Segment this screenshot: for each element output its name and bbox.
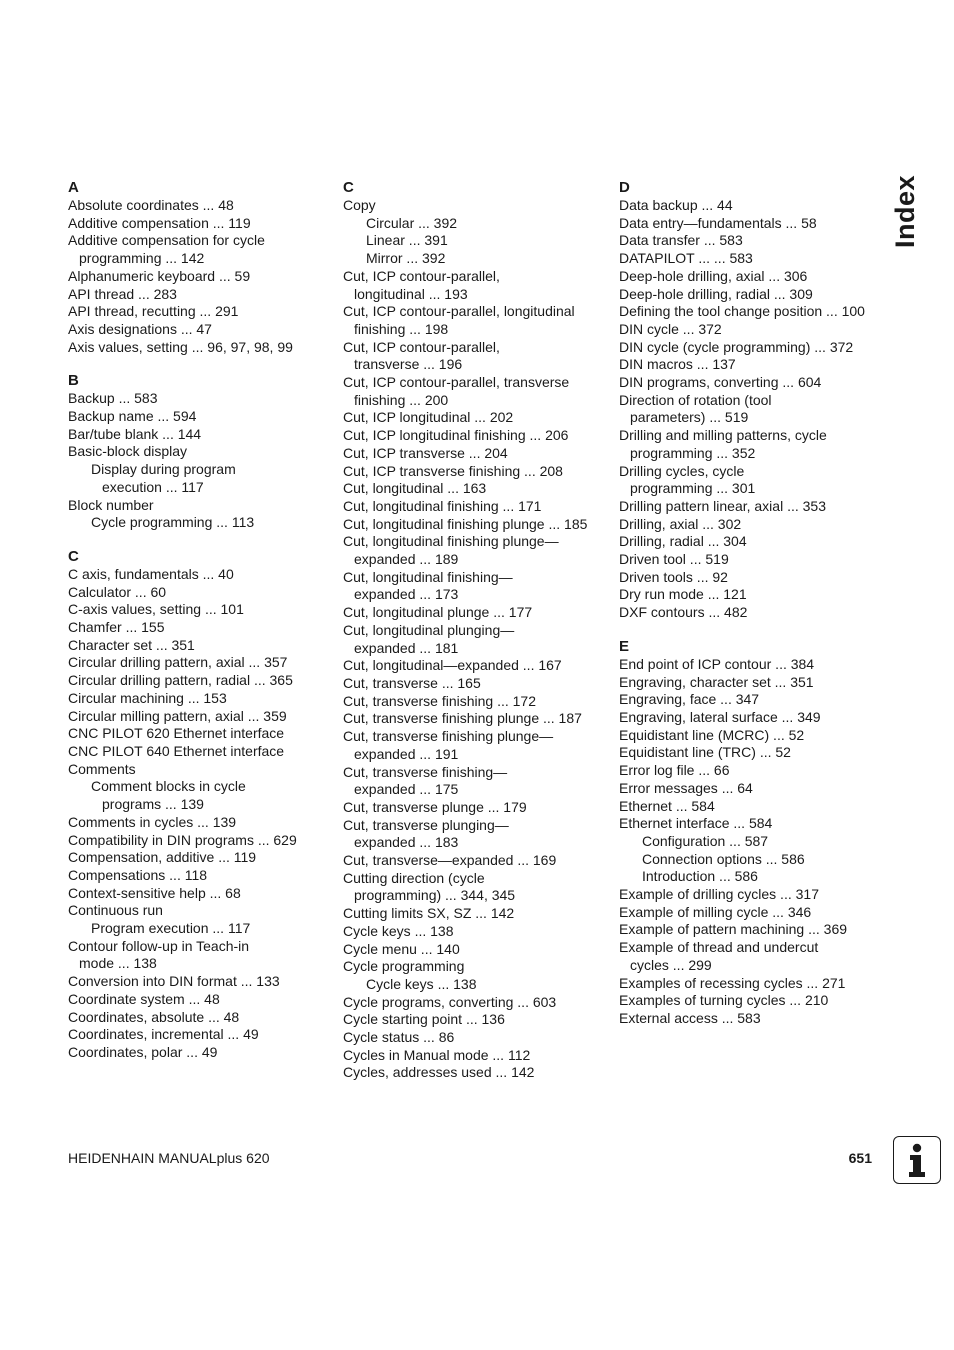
section-letter: C	[343, 179, 354, 196]
index-section	[68, 179, 330, 356]
index-entry: Cycle programming	[343, 958, 465, 975]
index-entry: Error messages ... 64	[619, 779, 753, 796]
index-entry: Circular drilling pattern, axial ... 357	[68, 654, 288, 671]
index-subentry: expanded ... 183	[354, 834, 459, 851]
section-letter: E	[619, 637, 630, 655]
index-subentry: Connection options ... 586	[642, 850, 805, 867]
index-entry: DIN programs, converting ... 604	[619, 374, 822, 391]
index-entry: Drilling, radial ... 304	[619, 533, 747, 550]
index-section	[68, 548, 330, 1062]
index-entry: Coordinate system ... 48	[68, 990, 220, 1007]
index-entry: Comments in cycles ... 139	[68, 813, 237, 830]
index-entry: Alphanumeric keyboard ... 59	[68, 267, 251, 284]
index-entry: Cycle menu ... 140	[343, 940, 460, 957]
index-entry: Coordinates, absolute ... 48	[68, 1008, 240, 1025]
index-entry: Circular milling pattern, axial ... 359	[68, 707, 287, 724]
index-entry: Block number	[68, 496, 154, 513]
index-entry: Data backup ... 44	[619, 197, 733, 213]
index-entry: Deep-hole drilling, radial ... 309	[619, 285, 813, 302]
index-entry: Example of pattern machining ... 369	[619, 921, 848, 938]
index-entry: Comments	[68, 760, 136, 777]
index-entry: Cut, longitudinal plunging—	[343, 621, 515, 638]
index-subentry: Cycle programming ... 113	[91, 514, 255, 531]
index-entry: Deep-hole drilling, axial ... 306	[619, 267, 808, 284]
index-entry: Circular drilling pattern, radial ... 365	[68, 672, 293, 689]
index-entry: Ethernet interface ... 584	[619, 815, 773, 832]
index-entry: Cut, ICP contour-parallel,	[343, 338, 500, 355]
index-entry: Chamfer ... 155	[68, 619, 165, 636]
index-entry: Cycles, addresses used ... 142	[343, 1064, 535, 1081]
section-letter: A	[68, 179, 79, 196]
index-entry: Drilling and milling patterns, cycle	[619, 427, 827, 444]
index-subentry: expanded ... 175	[354, 781, 459, 798]
index-entry: Contour follow-up in Teach-in	[68, 937, 250, 954]
page-number: 651	[848, 1150, 872, 1166]
index-entry: DATAPILOT ... ... 583	[619, 250, 753, 267]
index-entry: Cycle status ... 86	[343, 1029, 455, 1046]
index-entry: Absolute coordinates ... 48	[68, 197, 234, 213]
index-entry: Character set ... 351	[68, 636, 195, 653]
index-entry: End point of ICP contour ... 384	[619, 655, 815, 672]
index-subentry: parameters) ... 519	[630, 409, 749, 426]
index-section	[619, 638, 881, 1028]
index-subentry: Circular ... 392	[366, 214, 458, 231]
index-section	[619, 179, 881, 622]
index-entry: Cut, longitudinal finishing plunge ... 185	[343, 515, 588, 532]
index-entry: Coordinates, polar ... 49	[68, 1043, 218, 1060]
index-entry: Cut, longitudinal finishing plunge—	[343, 533, 559, 550]
index-entry: Cut, ICP transverse ... 204	[343, 444, 508, 461]
index-entry: Cut, transverse finishing—	[343, 763, 508, 780]
index-entry: Engraving, character set ... 351	[619, 673, 814, 690]
index-entry: Cut, longitudinal finishing—	[343, 568, 513, 585]
index-entry: Cut, transverse plunge ... 179	[343, 798, 527, 815]
index-entry: CNC PILOT 640 Ethernet interface	[68, 742, 285, 759]
index-entry: Equidistant line (MCRC) ... 52	[619, 726, 805, 743]
index-subentry: expanded ... 191	[354, 745, 459, 762]
footer-book-title: HEIDENHAIN MANUALplus 620	[68, 1150, 270, 1166]
index-entry: Example of drilling cycles ... 317	[619, 886, 819, 903]
index-entry: Circular machining ... 153	[68, 689, 227, 706]
index-subentry: programming ... 301	[630, 480, 756, 497]
index-subentry: Linear ... 391	[366, 232, 448, 249]
index-entry: Cut, ICP longitudinal ... 202	[343, 409, 514, 426]
index-entry: Basic-block display	[68, 443, 188, 460]
index-entry: Cutting limits SX, SZ ... 142	[343, 905, 515, 922]
index-entry: Example of thread and undercut	[619, 939, 819, 956]
index-subentry: expanded ... 173	[354, 586, 459, 603]
index-entry: Cut, longitudinal plunge ... 177	[343, 604, 533, 621]
index-entry: Defining the tool change position ... 100	[619, 303, 865, 320]
index-entry: Backup ... 583	[68, 390, 158, 407]
index-entry: Cut, longitudinal ... 163	[343, 480, 487, 497]
index-entry: Cut, ICP contour-parallel,	[343, 267, 500, 284]
side-title: Index	[890, 174, 920, 248]
index-column-1	[68, 179, 330, 1078]
index-entry: Coordinates, incremental ... 49	[68, 1026, 259, 1043]
index-subentry: execution ... 117	[102, 478, 204, 495]
index-entry: Cut, ICP longitudinal finishing ... 206	[343, 427, 569, 444]
index-entry: Conversion into DIN format ... 133	[68, 973, 280, 990]
index-entry: Cut, transverse finishing ... 172	[343, 692, 536, 709]
index-entry: DIN macros ... 137	[619, 356, 736, 373]
index-entry: Axis designations ... 47	[68, 320, 212, 337]
index-entry: Copy	[343, 197, 376, 213]
index-subentry: transverse ... 196	[354, 356, 463, 373]
index-entry: Drilling cycles, cycle	[619, 462, 745, 479]
index-entry: Axis values, setting ... 96, 97, 98, 99	[68, 338, 293, 355]
index-subentry: expanded ... 189	[354, 551, 459, 568]
index-entry: Ethernet ... 584	[619, 797, 715, 814]
index-subentry: expanded ... 181	[354, 639, 459, 656]
index-entry: Cut, ICP contour-parallel, transverse	[343, 374, 570, 391]
index-entry: Additive compensation for cycle	[68, 232, 265, 249]
index-entry: Cycle programs, converting ... 603	[343, 993, 557, 1010]
index-subentry: Introduction ... 586	[642, 868, 758, 885]
index-subentry: Comment blocks in cycle	[91, 778, 246, 795]
index-entry: DXF contours ... 482	[619, 604, 748, 621]
index-entry: Cut, transverse—expanded ... 169	[343, 852, 557, 869]
index-entry: Cut, longitudinal finishing ... 171	[343, 497, 542, 514]
index-entry: C axis, fundamentals ... 40	[68, 565, 234, 582]
index-entry: Cycles in Manual mode ... 112	[343, 1046, 531, 1063]
section-letter: D	[619, 179, 630, 196]
index-entry: Direction of rotation (tool	[619, 391, 772, 408]
index-entry: C-axis values, setting ... 101	[68, 601, 244, 618]
index-entry: Bar/tube blank ... 144	[68, 425, 202, 442]
index-entry: API thread, recutting ... 291	[68, 303, 239, 320]
index-section	[68, 372, 330, 532]
index-entry: Additive compensation ... 119	[68, 214, 251, 231]
index-entry: Cut, ICP contour-parallel, longitudinal	[343, 303, 575, 320]
index-subentry: programming ... 142	[79, 250, 205, 267]
section-letter: B	[68, 372, 79, 390]
section-letter: C	[68, 547, 79, 565]
index-entry: Engraving, lateral surface ... 349	[619, 708, 821, 725]
index-entry: DIN cycle ... 372	[619, 320, 722, 337]
index-entry: Cut, longitudinal—expanded ... 167	[343, 657, 562, 674]
index-entry: Calculator ... 60	[68, 583, 167, 600]
index-entry: Drilling pattern linear, axial ... 353	[619, 497, 826, 514]
index-subentry: finishing ... 200	[354, 391, 449, 408]
index-entry: Cycle starting point ... 136	[343, 1011, 505, 1028]
index-entry: Compatibility in DIN programs ... 629	[68, 831, 297, 848]
index-subentry: programming) ... 344, 345	[354, 887, 516, 904]
index-subentry: finishing ... 198	[354, 320, 449, 337]
index-entry: Error log file ... 66	[619, 762, 730, 779]
index-entry: Equidistant line (TRC) ... 52	[619, 744, 791, 761]
index-entry: Cutting direction (cycle	[343, 869, 485, 886]
index-subentry: programs ... 139	[102, 796, 204, 813]
index-section	[343, 179, 605, 1082]
index-entry: Examples of recessing cycles ... 271	[619, 974, 846, 991]
index-entry: Data entry—fundamentals ... 58	[619, 214, 817, 231]
index-subentry: Display during program	[91, 461, 236, 478]
index-entry: Cut, transverse plunging—	[343, 816, 509, 833]
index-entry: Drilling, axial ... 302	[619, 515, 742, 532]
index-entry: Example of milling cycle ... 346	[619, 903, 812, 920]
index-entry: Dry run mode ... 121	[619, 586, 747, 603]
index-subentry: programming ... 352	[630, 444, 756, 461]
index-entry: API thread ... 283	[68, 285, 177, 302]
index-entry: Compensation, additive ... 119	[68, 849, 257, 866]
index-entry: Examples of turning cycles ... 210	[619, 992, 829, 1009]
index-subentry: Configuration ... 587	[642, 832, 769, 849]
index-entry: Cycle keys ... 138	[343, 922, 454, 939]
index-entry: Driven tools ... 92	[619, 568, 728, 585]
index-entry: CNC PILOT 620 Ethernet interface	[68, 725, 285, 742]
index-entry: Compensations ... 118	[68, 866, 208, 883]
index-subentry: cycles ... 299	[630, 956, 712, 973]
index-entry: Data transfer ... 583	[619, 232, 743, 249]
index-column-3	[619, 179, 881, 1044]
index-entry: Backup name ... 594	[68, 408, 197, 425]
index-subentry: mode ... 138	[79, 955, 157, 972]
index-entry: Cut, transverse finishing plunge—	[343, 728, 554, 745]
index-entry: Cut, transverse ... 165	[343, 674, 481, 691]
index-entry: Continuous run	[68, 902, 163, 919]
index-entry: DIN cycle (cycle programming) ... 372	[619, 338, 854, 355]
info-icon	[893, 1136, 941, 1184]
index-entry: Context-sensitive help ... 68	[68, 884, 241, 901]
index-subentry: longitudinal ... 193	[354, 285, 468, 302]
index-subentry: Program execution ... 117	[91, 920, 251, 937]
index-column-2	[343, 179, 605, 1098]
index-entry: Cut, transverse finishing plunge ... 187	[343, 710, 582, 727]
index-entry: Driven tool ... 519	[619, 551, 729, 568]
index-entry: External access ... 583	[619, 1009, 761, 1026]
index-subentry: Cycle keys ... 138	[366, 975, 477, 992]
index-entry: Engraving, face ... 347	[619, 691, 760, 708]
index-entry: Cut, ICP transverse finishing ... 208	[343, 462, 563, 479]
index-subentry: Mirror ... 392	[366, 250, 446, 267]
